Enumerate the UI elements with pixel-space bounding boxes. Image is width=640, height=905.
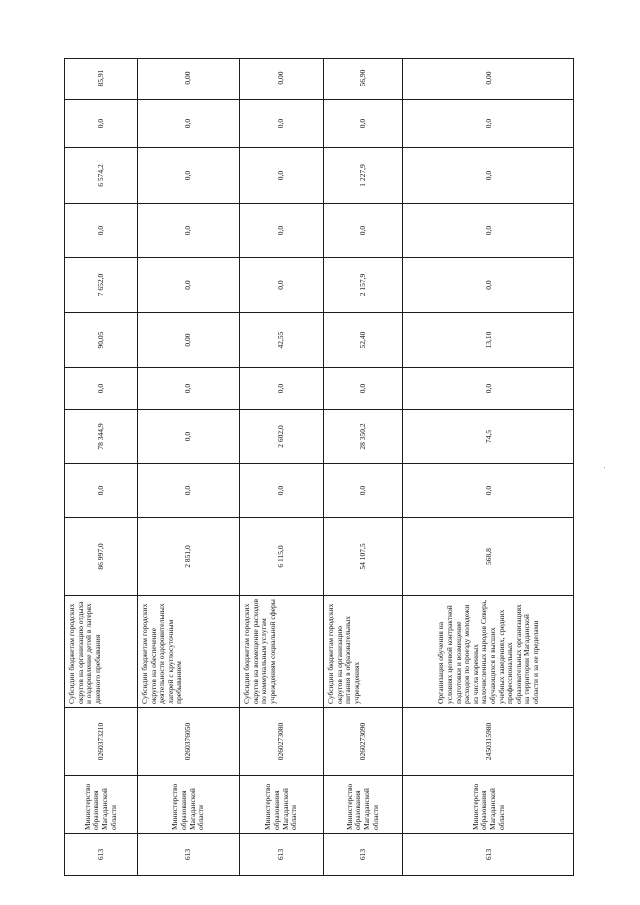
cell-value-9: 0,0 — [65, 100, 137, 148]
cell-ministry: Министерство образования Магаданской области — [240, 776, 323, 834]
cell-value-5: 13,10 — [403, 313, 574, 368]
cell-value-6: 2 157,9 — [324, 258, 402, 313]
cell-value-6: 0,0 — [240, 258, 323, 313]
cell-value-1: 568,8 — [403, 518, 574, 596]
cell-value-1: 2 851,0 — [138, 518, 239, 596]
budget-table — [64, 58, 574, 876]
cell-code: 613 — [183, 848, 193, 861]
cell-value-5: 0,00 — [138, 313, 239, 368]
rotated-table-container — [64, 58, 574, 876]
cell-value-10: 0,00 — [240, 58, 323, 100]
cell-value-3: 28 350,2 — [324, 410, 402, 464]
cell-value-6: 0,0 — [403, 258, 574, 313]
cell-value-4: 0,0 — [324, 368, 402, 410]
cell-value-8: 6 574,2 — [65, 148, 137, 204]
cell-value-7: 0,0 — [240, 204, 323, 258]
cell-value-10: 56,90 — [324, 58, 402, 100]
cell-value-4: 0,0 — [65, 368, 137, 410]
cell-value-10: 0,00 — [403, 58, 574, 100]
cell-value-2: 0,0 — [138, 464, 239, 518]
cell-csr: 0260273090 — [324, 708, 402, 776]
cell-description: Субсидии бюджетам городских округов на организацию отдыха и оздоровление детей в лагерях дневного пребывания — [65, 596, 137, 708]
cell-value-1: 54 107,5 — [324, 518, 402, 596]
cell-value-4: 0,0 — [403, 368, 574, 410]
cell-csr: 0260373210 — [65, 708, 137, 776]
cell-value-9: 0,0 — [403, 100, 574, 148]
cell-code: 613 — [483, 848, 493, 861]
table-row — [239, 58, 323, 875]
cell-value-9: 0,0 — [240, 100, 323, 148]
cell-value-8: 0,0 — [240, 148, 323, 204]
cell-description: Субсидии бюджетам городских округов на возмещение расходов по коммунальным услугам учреждениям социальной сферы — [240, 596, 323, 708]
cell-value-4: 0,0 — [138, 368, 239, 410]
cell-csr: 0260376050 — [138, 708, 239, 776]
cell-value-7: 0,0 — [324, 204, 402, 258]
table-row — [402, 58, 574, 875]
cell-value-1: 6 115,0 — [240, 518, 323, 596]
cell-value-5: 52,40 — [324, 313, 402, 368]
cell-code: 613 — [276, 848, 286, 861]
cell-value-2: 0,0 — [240, 464, 323, 518]
cell-code: 613 — [357, 848, 367, 861]
cell-ministry: Министерство образования Магаданской области — [65, 776, 137, 834]
cell-csr: 2450315980 — [403, 708, 574, 776]
cell-value-10: 0,00 — [138, 58, 239, 100]
cell-value-3: 2 602,0 — [240, 410, 323, 464]
cell-code: 613 — [95, 848, 105, 861]
cell-value-9: 0,0 — [324, 100, 402, 148]
cell-value-1: 86 997,0 — [65, 518, 137, 596]
cell-value-7: 0,0 — [65, 204, 137, 258]
cell-description: Организация обучения на условиях целевой контрактной подготовки и возмещение расходов по проезду молодежи из числа коренных малочисленных народов Севера, обучающихся в высших учебных заведениях, средних профессиональных образовательных организациях на территории Магаданской области и за ее пределами — [403, 596, 574, 708]
cell-ministry: Министерство образования Магаданской области — [324, 776, 402, 834]
cell-description: Субсидии бюджетам городских округов на обеспечение деятельности оздоровительных лагерей с круглосуточным пребыванием — [138, 596, 239, 708]
table-row — [137, 58, 239, 875]
scan-speck — [604, 467, 605, 468]
cell-value-2: 0,0 — [403, 464, 574, 518]
cell-value-7: 0,0 — [403, 204, 574, 258]
cell-value-3: 0,0 — [138, 410, 239, 464]
cell-value-9: 0,0 — [138, 100, 239, 148]
cell-value-8: 0,0 — [138, 148, 239, 204]
cell-value-2: 0,0 — [65, 464, 137, 518]
cell-value-8: 0,0 — [403, 148, 574, 204]
cell-value-4: 0,0 — [240, 368, 323, 410]
cell-value-10: 85,91 — [65, 58, 137, 100]
cell-value-5: 42,55 — [240, 313, 323, 368]
cell-value-7: 0,0 — [138, 204, 239, 258]
cell-value-3: 78 344,9 — [65, 410, 137, 464]
cell-value-2: 0,0 — [324, 464, 402, 518]
cell-description: Субсидии бюджетам городских округов на организацию питания в образовательных учреждениях — [324, 596, 402, 708]
cell-value-6: 0,0 — [138, 258, 239, 313]
cell-csr: 0260273080 — [240, 708, 323, 776]
cell-ministry: Министерство образования Магаданской области — [138, 776, 239, 834]
table-row — [65, 58, 137, 875]
cell-value-5: 90,05 — [65, 313, 137, 368]
cell-ministry: Министерство образования Магаданской области — [403, 776, 574, 834]
table-row — [323, 58, 402, 875]
cell-value-6: 7 652,0 — [65, 258, 137, 313]
cell-value-3: 74,5 — [403, 410, 574, 464]
cell-value-8: 1 227,9 — [324, 148, 402, 204]
